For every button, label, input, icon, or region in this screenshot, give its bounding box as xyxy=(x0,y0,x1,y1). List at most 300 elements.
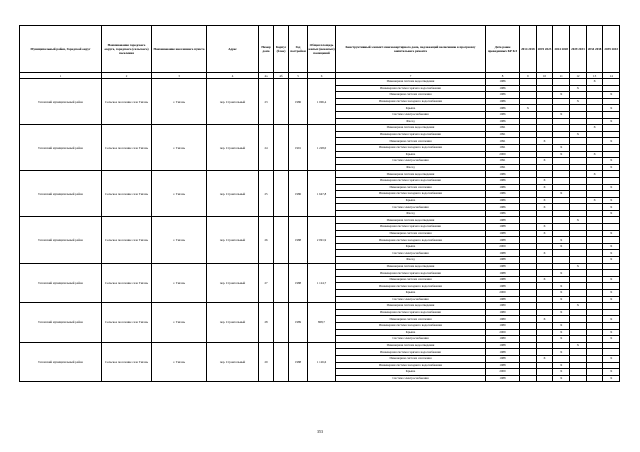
column-number: 4б xyxy=(274,73,289,79)
column-number: 13 xyxy=(586,73,603,79)
period-mark-cell xyxy=(570,349,587,356)
table-row xyxy=(20,79,620,86)
period-mark-cell xyxy=(553,171,570,178)
period-mark-cell xyxy=(536,375,553,382)
component-name-cell: Инженерная система горячего водоснабжения xyxy=(336,224,486,231)
component-name-cell: Фасад xyxy=(336,118,486,125)
period-mark-cell: Х xyxy=(536,224,553,231)
previous-repair-date-cell: 1986 xyxy=(486,111,520,118)
previous-repair-date-cell: 2009 xyxy=(486,329,520,336)
previous-repair-date-cell: 1986 xyxy=(486,98,520,105)
settlement-cell: Сельское поселение село Тиговь xyxy=(102,303,152,343)
period-mark-cell xyxy=(586,329,603,336)
component-name-cell: Инженерная система водоотведения xyxy=(336,342,486,349)
period-mark-cell xyxy=(603,151,620,158)
period-mark-cell: Х xyxy=(553,309,570,316)
previous-repair-date-cell: 1989 xyxy=(486,309,520,316)
component-name-cell: Инженерная система холодного водоснабжения xyxy=(336,237,486,244)
period-mark-cell xyxy=(520,204,537,211)
previous-repair-date-cell: 1989 xyxy=(486,316,520,323)
period-mark-cell xyxy=(570,138,587,145)
period-mark-cell xyxy=(520,349,537,356)
settlement-cell: Сельское поселение село Тиговь xyxy=(102,217,152,263)
period-mark-cell xyxy=(520,191,537,198)
period-mark-cell xyxy=(570,283,587,290)
building-cell xyxy=(274,303,289,343)
building-cell xyxy=(274,125,289,171)
period-mark-cell: Х xyxy=(603,290,620,297)
period-mark-cell xyxy=(586,270,603,277)
period-mark-cell: Х xyxy=(570,85,587,92)
house-number-cell: 23 xyxy=(259,79,274,125)
period-mark-cell xyxy=(520,257,537,264)
column-number: 12 xyxy=(570,73,587,79)
locality-cell: с. Тиговь xyxy=(152,217,207,263)
period-mark-cell xyxy=(553,210,570,217)
period-mark-cell xyxy=(586,105,603,112)
column-number: 14 xyxy=(603,73,620,79)
previous-repair-date-cell: 1988 xyxy=(486,349,520,356)
period-mark-cell xyxy=(553,131,570,138)
column-header: Корпус (блок) xyxy=(274,26,289,73)
period-mark-cell xyxy=(536,257,553,264)
area-cell: 1 006,4 xyxy=(308,79,336,125)
period-mark-cell xyxy=(536,270,553,277)
period-mark-cell xyxy=(520,210,537,217)
column-header: 2024 2028 xyxy=(553,26,570,73)
column-header: 2019 2023 xyxy=(536,26,553,73)
period-mark-cell xyxy=(520,118,537,125)
period-mark-cell xyxy=(586,184,603,191)
period-mark-cell xyxy=(536,217,553,224)
period-mark-cell xyxy=(520,197,537,204)
period-mark-cell xyxy=(586,177,603,184)
period-mark-cell xyxy=(586,144,603,151)
period-mark-cell xyxy=(570,158,587,165)
previous-repair-date-cell: 1986 xyxy=(486,191,520,198)
previous-repair-date-cell: 1988 xyxy=(486,263,520,270)
period-mark-cell xyxy=(553,276,570,283)
component-name-cell: Инженерная система холодного водоснабжения xyxy=(336,98,486,105)
period-mark-cell: Х xyxy=(603,336,620,343)
period-mark-cell xyxy=(536,329,553,336)
period-mark-cell xyxy=(586,243,603,250)
period-mark-cell xyxy=(603,79,620,86)
component-name-cell: Крыша xyxy=(336,151,486,158)
period-mark-cell: Х xyxy=(536,184,553,191)
component-name-cell: Инженерная система холодного водоснабжения xyxy=(336,322,486,329)
house-number-cell: 29 xyxy=(259,342,274,382)
period-mark-cell xyxy=(603,98,620,105)
period-mark-cell xyxy=(536,322,553,329)
previous-repair-date-cell: 1986 xyxy=(486,204,520,211)
period-mark-cell xyxy=(603,191,620,198)
period-mark-cell: Х xyxy=(553,329,570,336)
period-mark-cell xyxy=(553,224,570,231)
previous-repair-date-cell: 1988 xyxy=(486,362,520,369)
previous-repair-date-cell: 2009 xyxy=(486,243,520,250)
previous-repair-date-cell: 1989 xyxy=(486,336,520,343)
period-mark-cell xyxy=(570,250,587,257)
previous-repair-date-cell: 1986 xyxy=(486,92,520,99)
component-name-cell: Система электроснабжения xyxy=(336,375,486,382)
column-number: 6 xyxy=(308,73,336,79)
component-name-cell: Инженерная система отопления xyxy=(336,138,486,145)
settlement-cell: Сельское поселение село Тиговь xyxy=(102,342,152,382)
period-mark-cell: Х xyxy=(603,250,620,257)
period-mark-cell xyxy=(586,131,603,138)
period-mark-cell xyxy=(586,191,603,198)
period-mark-cell: Х xyxy=(536,204,553,211)
period-mark-cell xyxy=(520,243,537,250)
period-mark-cell xyxy=(536,92,553,99)
period-mark-cell: Х xyxy=(553,111,570,118)
component-name-cell: Инженерная система отопления xyxy=(336,316,486,323)
period-mark-cell xyxy=(536,131,553,138)
previous-repair-date-cell: 1988 xyxy=(486,270,520,277)
period-mark-cell xyxy=(586,98,603,105)
period-mark-cell xyxy=(520,164,537,171)
component-name-cell: Инженерная система холодного водоснабжения xyxy=(336,283,486,290)
component-name-cell: Инженерная система отопления xyxy=(336,276,486,283)
period-mark-cell xyxy=(520,276,537,283)
period-mark-cell xyxy=(553,164,570,171)
period-mark-cell: Х xyxy=(603,296,620,303)
period-mark-cell xyxy=(520,217,537,224)
component-name-cell: Инженерная система отопления xyxy=(336,230,486,237)
period-mark-cell xyxy=(536,283,553,290)
component-name-cell: Инженерная система водоотведения xyxy=(336,217,486,224)
street-cell: пер. Строительный xyxy=(207,217,259,263)
period-mark-cell: Х xyxy=(553,362,570,369)
period-mark-cell xyxy=(603,224,620,231)
period-mark-cell xyxy=(553,355,570,362)
period-mark-cell: Х xyxy=(603,329,620,336)
period-mark-cell xyxy=(603,342,620,349)
table-row xyxy=(20,217,620,224)
period-mark-cell xyxy=(536,111,553,118)
component-name-cell: Инженерная система водоотведения xyxy=(336,303,486,310)
period-mark-cell: Х xyxy=(536,355,553,362)
component-name-cell: Система электроснабжения xyxy=(336,250,486,257)
component-name-cell: Инженерная система отопления xyxy=(336,355,486,362)
year-built-cell: 1988 xyxy=(289,217,308,263)
period-mark-cell xyxy=(570,270,587,277)
table-row xyxy=(20,263,620,270)
period-mark-cell xyxy=(586,217,603,224)
street-cell: пер. Строительный xyxy=(207,263,259,303)
period-mark-cell xyxy=(553,158,570,165)
period-mark-cell xyxy=(553,342,570,349)
period-mark-cell xyxy=(570,309,587,316)
period-mark-cell xyxy=(536,290,553,297)
period-mark-cell xyxy=(520,171,537,178)
period-mark-cell xyxy=(536,118,553,125)
period-mark-cell xyxy=(553,118,570,125)
period-mark-cell xyxy=(586,230,603,237)
component-name-cell: Инженерная система горячего водоснабжения xyxy=(336,309,486,316)
period-mark-cell: Х xyxy=(536,177,553,184)
period-mark-cell xyxy=(603,349,620,356)
previous-repair-date-cell: 1988 xyxy=(486,375,520,382)
previous-repair-date-cell: 1986 xyxy=(486,105,520,112)
component-name-cell: Инженерная система водоотведения xyxy=(336,79,486,86)
period-mark-cell xyxy=(586,375,603,382)
period-mark-cell: Х xyxy=(553,290,570,297)
period-mark-cell xyxy=(586,290,603,297)
component-name-cell: Инженерная система водоотведения xyxy=(336,263,486,270)
period-mark-cell xyxy=(570,105,587,112)
period-mark-cell xyxy=(586,342,603,349)
period-mark-cell xyxy=(586,111,603,118)
previous-repair-date-cell: 1988 xyxy=(486,276,520,283)
period-mark-cell xyxy=(520,375,537,382)
period-mark-cell xyxy=(603,144,620,151)
period-mark-cell xyxy=(586,369,603,376)
previous-repair-date-cell: 1988 xyxy=(486,296,520,303)
component-name-cell: Инженерная система горячего водоснабжения xyxy=(336,85,486,92)
period-mark-cell xyxy=(520,158,537,165)
header-row xyxy=(20,26,620,73)
period-mark-cell: Х xyxy=(586,125,603,132)
column-header: Наименование городского округа, городского (сельского) поселения xyxy=(102,26,152,73)
period-mark-cell xyxy=(553,79,570,86)
previous-repair-date-cell: 1988 xyxy=(486,237,520,244)
previous-repair-date-cell: 1991 xyxy=(486,131,520,138)
period-mark-cell xyxy=(536,303,553,310)
period-mark-cell xyxy=(586,237,603,244)
period-mark-cell xyxy=(520,355,537,362)
period-mark-cell xyxy=(536,237,553,244)
period-mark-cell xyxy=(570,257,587,264)
period-mark-cell xyxy=(603,237,620,244)
period-mark-cell xyxy=(536,362,553,369)
house-number-cell: 28 xyxy=(259,303,274,343)
period-mark-cell xyxy=(570,322,587,329)
component-name-cell: Система электроснабжения xyxy=(336,158,486,165)
period-mark-cell xyxy=(570,296,587,303)
table-row xyxy=(20,171,620,178)
street-cell: пер. Строительный xyxy=(207,125,259,171)
previous-repair-date-cell: 1986 xyxy=(486,184,520,191)
period-mark-cell xyxy=(520,250,537,257)
period-mark-cell xyxy=(553,197,570,204)
period-mark-cell: Х xyxy=(553,296,570,303)
period-mark-cell xyxy=(520,263,537,270)
period-mark-cell xyxy=(520,111,537,118)
previous-repair-date-cell: 1991 xyxy=(486,138,520,145)
previous-repair-date-cell: 1986 xyxy=(486,79,520,86)
locality-cell: с. Тиговь xyxy=(152,171,207,217)
period-mark-cell xyxy=(536,342,553,349)
previous-repair-date-cell: 1986 xyxy=(486,118,520,125)
settlement-cell: Сельское поселение село Тиговь xyxy=(102,263,152,303)
period-mark-cell xyxy=(536,309,553,316)
period-mark-cell xyxy=(586,309,603,316)
component-name-cell: Фасад xyxy=(336,257,486,264)
house-number-cell: 27 xyxy=(259,263,274,303)
period-mark-cell xyxy=(553,263,570,270)
column-number: 1 xyxy=(20,73,102,79)
period-mark-cell: Х xyxy=(553,283,570,290)
component-name-cell: Инженерная система водоотведения xyxy=(336,125,486,132)
column-header: Наименование населенного пункта xyxy=(152,26,207,73)
area-cell: 2 091,9 xyxy=(308,217,336,263)
column-number: 11 xyxy=(553,73,570,79)
period-mark-cell xyxy=(520,283,537,290)
period-mark-cell: Х xyxy=(553,92,570,99)
component-name-cell: Крыша xyxy=(336,243,486,250)
period-mark-cell xyxy=(520,224,537,231)
period-mark-cell: Х xyxy=(603,118,620,125)
column-header: 2034 2038 xyxy=(586,26,603,73)
period-mark-cell xyxy=(603,217,620,224)
period-mark-cell: Х xyxy=(570,131,587,138)
component-name-cell: Крыша xyxy=(336,197,486,204)
column-number: 3 xyxy=(152,73,207,79)
period-mark-cell xyxy=(520,177,537,184)
previous-repair-date-cell: 1988 xyxy=(486,257,520,264)
period-mark-cell: Х xyxy=(603,92,620,99)
house-number-cell: 25 xyxy=(259,171,274,217)
component-name-cell: Инженерная система горячего водоснабжения xyxy=(336,270,486,277)
component-name-cell: Инженерная система холодного водоснабжения xyxy=(336,144,486,151)
column-header: Год постройки xyxy=(289,26,308,73)
column-header: 2029 2033 xyxy=(570,26,587,73)
settlement-cell: Сельское поселение село Тиговь xyxy=(102,125,152,171)
period-mark-cell xyxy=(553,257,570,264)
district-cell: Тотемский муниципальный район xyxy=(20,125,102,171)
previous-repair-date-cell: 1986 xyxy=(486,85,520,92)
period-mark-cell: Х xyxy=(570,98,587,105)
period-mark-cell xyxy=(586,138,603,145)
period-mark-cell xyxy=(603,322,620,329)
period-mark-cell: Х xyxy=(586,79,603,86)
column-number: 2 xyxy=(102,73,152,79)
period-mark-cell: Х xyxy=(603,184,620,191)
period-mark-cell xyxy=(603,111,620,118)
column-number: 10 xyxy=(536,73,553,79)
period-mark-cell xyxy=(536,263,553,270)
period-mark-cell xyxy=(520,144,537,151)
period-mark-cell xyxy=(586,276,603,283)
period-mark-cell xyxy=(570,144,587,151)
period-mark-cell xyxy=(603,270,620,277)
period-mark-cell: Х xyxy=(603,257,620,264)
component-name-cell: Инженерная система холодного водоснабжения xyxy=(336,362,486,369)
component-name-cell: Инженерная система отопления xyxy=(336,92,486,99)
period-mark-cell xyxy=(536,210,553,217)
period-mark-cell: Х xyxy=(603,355,620,362)
component-name-cell: Крыша xyxy=(336,329,486,336)
period-mark-cell xyxy=(520,322,537,329)
period-mark-cell xyxy=(520,237,537,244)
period-mark-cell: Х xyxy=(586,171,603,178)
previous-repair-date-cell: 1986 xyxy=(486,197,520,204)
street-cell: пер. Строительный xyxy=(207,171,259,217)
component-name-cell: Инженерная система горячего водоснабжения xyxy=(336,349,486,356)
period-mark-cell xyxy=(586,85,603,92)
period-mark-cell xyxy=(520,296,537,303)
period-mark-cell xyxy=(586,118,603,125)
period-mark-cell: Х xyxy=(603,369,620,376)
previous-repair-date-cell: 2009 xyxy=(486,290,520,297)
period-mark-cell: Х xyxy=(603,204,620,211)
column-number: 8 xyxy=(486,73,520,79)
period-mark-cell xyxy=(603,85,620,92)
component-name-cell: Крыша xyxy=(336,290,486,297)
previous-repair-date-cell: 1988 xyxy=(486,355,520,362)
component-name-cell: Система электроснабжения xyxy=(336,204,486,211)
column-header: Дата ранее проведенных КР КЭ xyxy=(486,26,520,73)
period-mark-cell xyxy=(553,316,570,323)
street-cell: пер. Строительный xyxy=(207,303,259,343)
previous-repair-date-cell: 1991 xyxy=(486,144,520,151)
settlement-cell: Сельское поселение село Тиговь xyxy=(102,171,152,217)
period-mark-cell xyxy=(520,151,537,158)
period-mark-cell xyxy=(603,177,620,184)
period-mark-cell xyxy=(520,303,537,310)
component-name-cell: Фасад xyxy=(336,210,486,217)
period-mark-cell xyxy=(586,224,603,231)
period-mark-cell xyxy=(570,118,587,125)
column-header: Муниципальный район, Городской округ xyxy=(20,26,102,73)
period-mark-cell: Х xyxy=(603,164,620,171)
locality-cell: с. Тиговь xyxy=(152,342,207,382)
period-mark-cell: Х xyxy=(570,263,587,270)
period-mark-cell xyxy=(586,257,603,264)
period-mark-cell: Х xyxy=(553,369,570,376)
building-cell xyxy=(274,171,289,217)
period-mark-cell xyxy=(536,191,553,198)
period-mark-cell xyxy=(553,177,570,184)
period-mark-cell xyxy=(570,151,587,158)
year-built-cell: 1989 xyxy=(289,303,308,343)
period-mark-cell xyxy=(570,355,587,362)
period-mark-cell xyxy=(586,250,603,257)
period-mark-cell xyxy=(520,316,537,323)
period-mark-cell: Х xyxy=(536,230,553,237)
building-cell xyxy=(274,79,289,125)
component-name-cell: Система электроснабжения xyxy=(336,336,486,343)
street-cell: пер. Строительный xyxy=(207,342,259,382)
component-name-cell: Инженерная система горячего водоснабжения xyxy=(336,131,486,138)
period-mark-cell: Х xyxy=(603,276,620,283)
period-mark-cell xyxy=(536,85,553,92)
period-mark-cell xyxy=(570,92,587,99)
period-mark-cell xyxy=(570,290,587,297)
period-mark-cell xyxy=(520,270,537,277)
period-mark-cell xyxy=(586,92,603,99)
period-mark-cell: Х xyxy=(536,250,553,257)
settlement-cell: Сельское поселение село Тиговь xyxy=(102,79,152,125)
period-mark-cell xyxy=(520,329,537,336)
street-cell: пер. Строительный xyxy=(207,79,259,125)
period-mark-cell xyxy=(520,85,537,92)
period-mark-cell xyxy=(536,98,553,105)
building-cell xyxy=(274,263,289,303)
period-mark-cell: Х xyxy=(603,230,620,237)
table-row xyxy=(20,303,620,310)
period-mark-cell xyxy=(536,296,553,303)
period-mark-cell xyxy=(536,349,553,356)
column-number: 7 xyxy=(336,73,486,79)
period-mark-cell xyxy=(586,303,603,310)
previous-repair-date-cell: 1991 xyxy=(486,125,520,132)
period-mark-cell xyxy=(570,237,587,244)
period-mark-cell xyxy=(570,125,587,132)
period-mark-cell xyxy=(586,336,603,343)
